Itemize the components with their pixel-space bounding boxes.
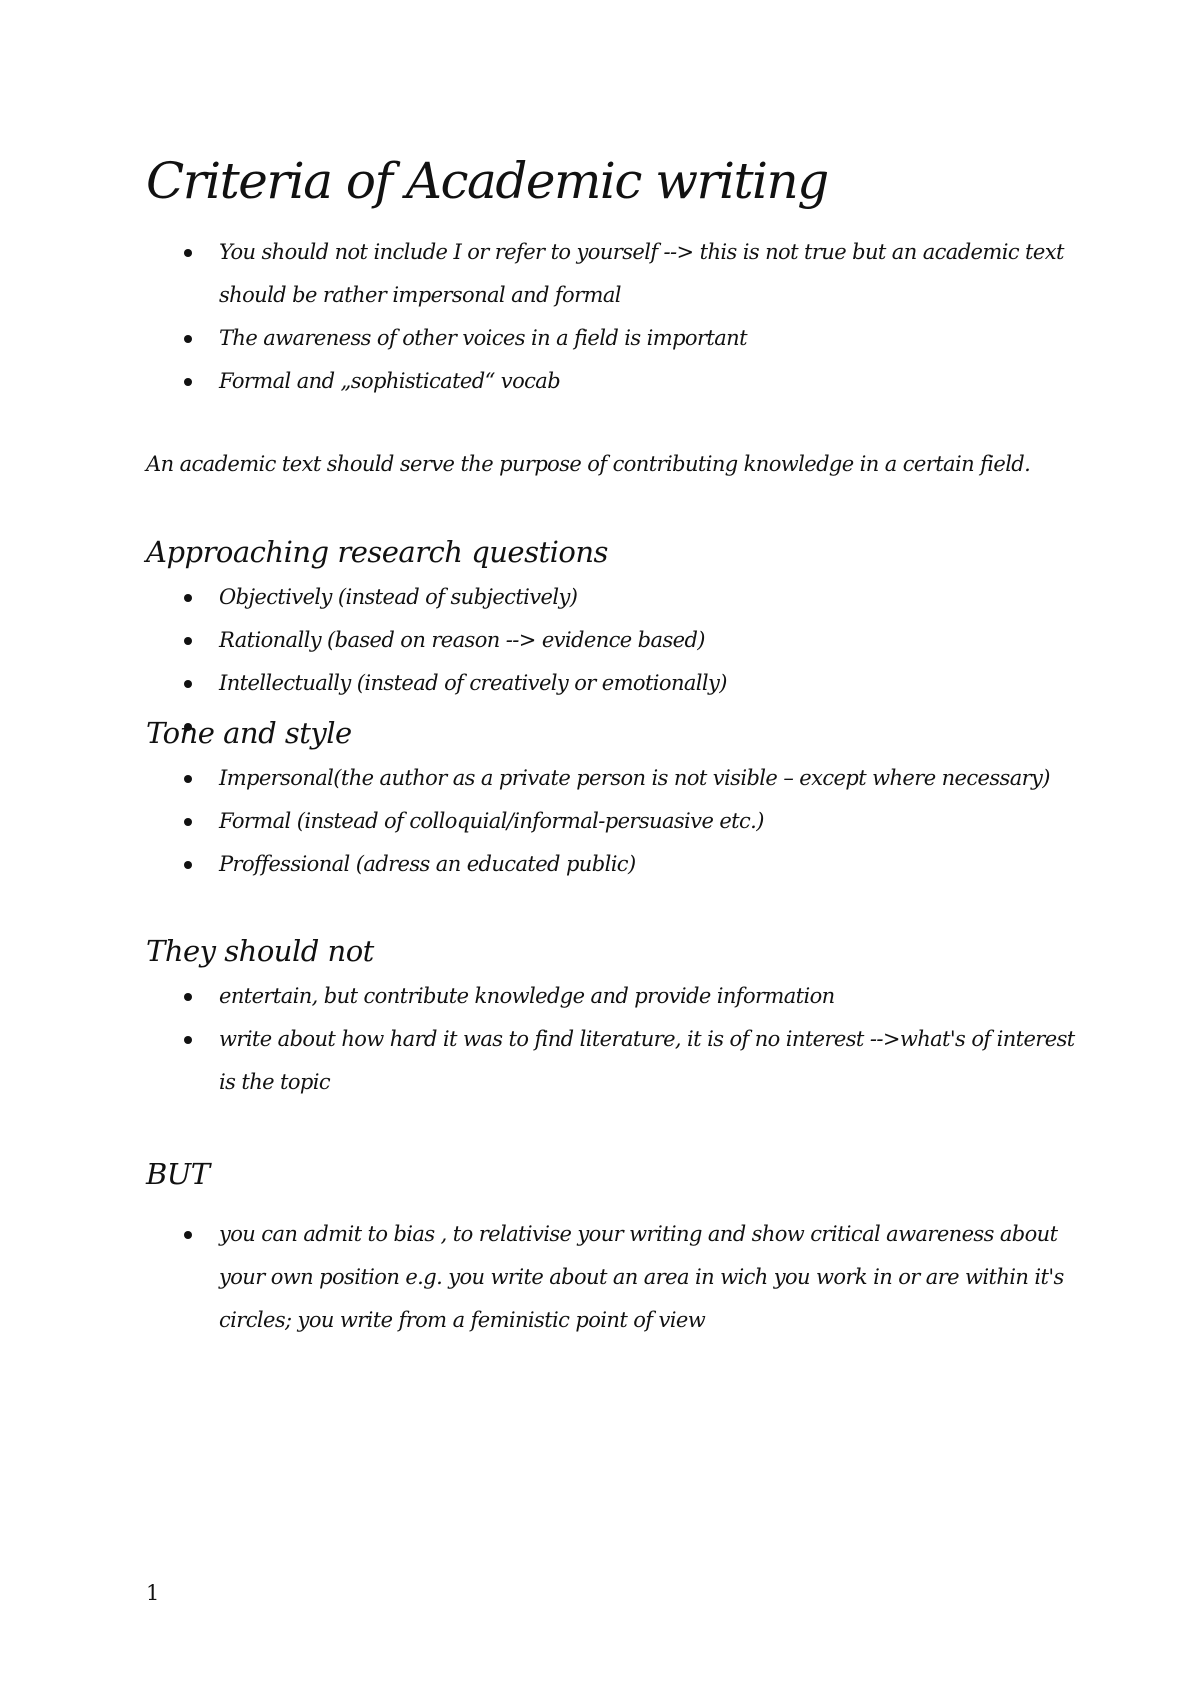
page-number: 1 <box>146 1581 160 1605</box>
document-body <box>146 150 1076 1342</box>
approaching-list <box>146 576 1076 705</box>
section-heading-approaching: Approaching research questions <box>146 535 608 569</box>
document-title: Criteria of Academic writing <box>146 152 828 210</box>
section-heading-should-not: They should not <box>146 934 374 968</box>
list-item: Formal (instead of colloquial/informal-persuasive etc.) <box>146 800 1076 843</box>
list-item: write about how hard it was to find literature, it is of no interest -->what's of interest is the topic <box>146 1018 1076 1104</box>
list-item: You should not include I or refer to yourself --> this is not true but an academic text should be rather impersonal and formal <box>146 231 1076 317</box>
list-item: The awareness of other voices in a field is important <box>146 317 1076 360</box>
criteria-list <box>146 231 1076 403</box>
list-item: Intellectually (instead of creatively or emotionally) <box>146 662 1076 705</box>
list-item: entertain, but contribute knowledge and provide information <box>146 975 1076 1018</box>
purpose-statement: An academic text should serve the purpose of contributing knowledge in a certain field. <box>146 452 1031 476</box>
list-item: Proffessional (adress an educated public) <box>146 843 1076 886</box>
list-item: you can admit to bias , to relativise your writing and show critical awareness about your own position e.g. you write about an area in wich you work in or are within it's circles; you write from a feministic point of view <box>146 1213 1076 1342</box>
section-heading-tone: Tone and style <box>146 716 352 750</box>
section-heading-but: BUT <box>146 1157 210 1191</box>
list-item: Impersonal(the author as a private person is not visible – except where necessary) <box>146 757 1076 800</box>
should-not-list <box>146 975 1076 1104</box>
tone-list <box>146 757 1076 886</box>
list-item: Formal and „sophisticated“ vocab <box>146 360 1076 403</box>
list-item: Objectively (instead of subjectively) <box>146 576 1076 619</box>
list-item: Rationally (based on reason --> evidence based) <box>146 619 1076 662</box>
but-list <box>146 1213 1076 1342</box>
